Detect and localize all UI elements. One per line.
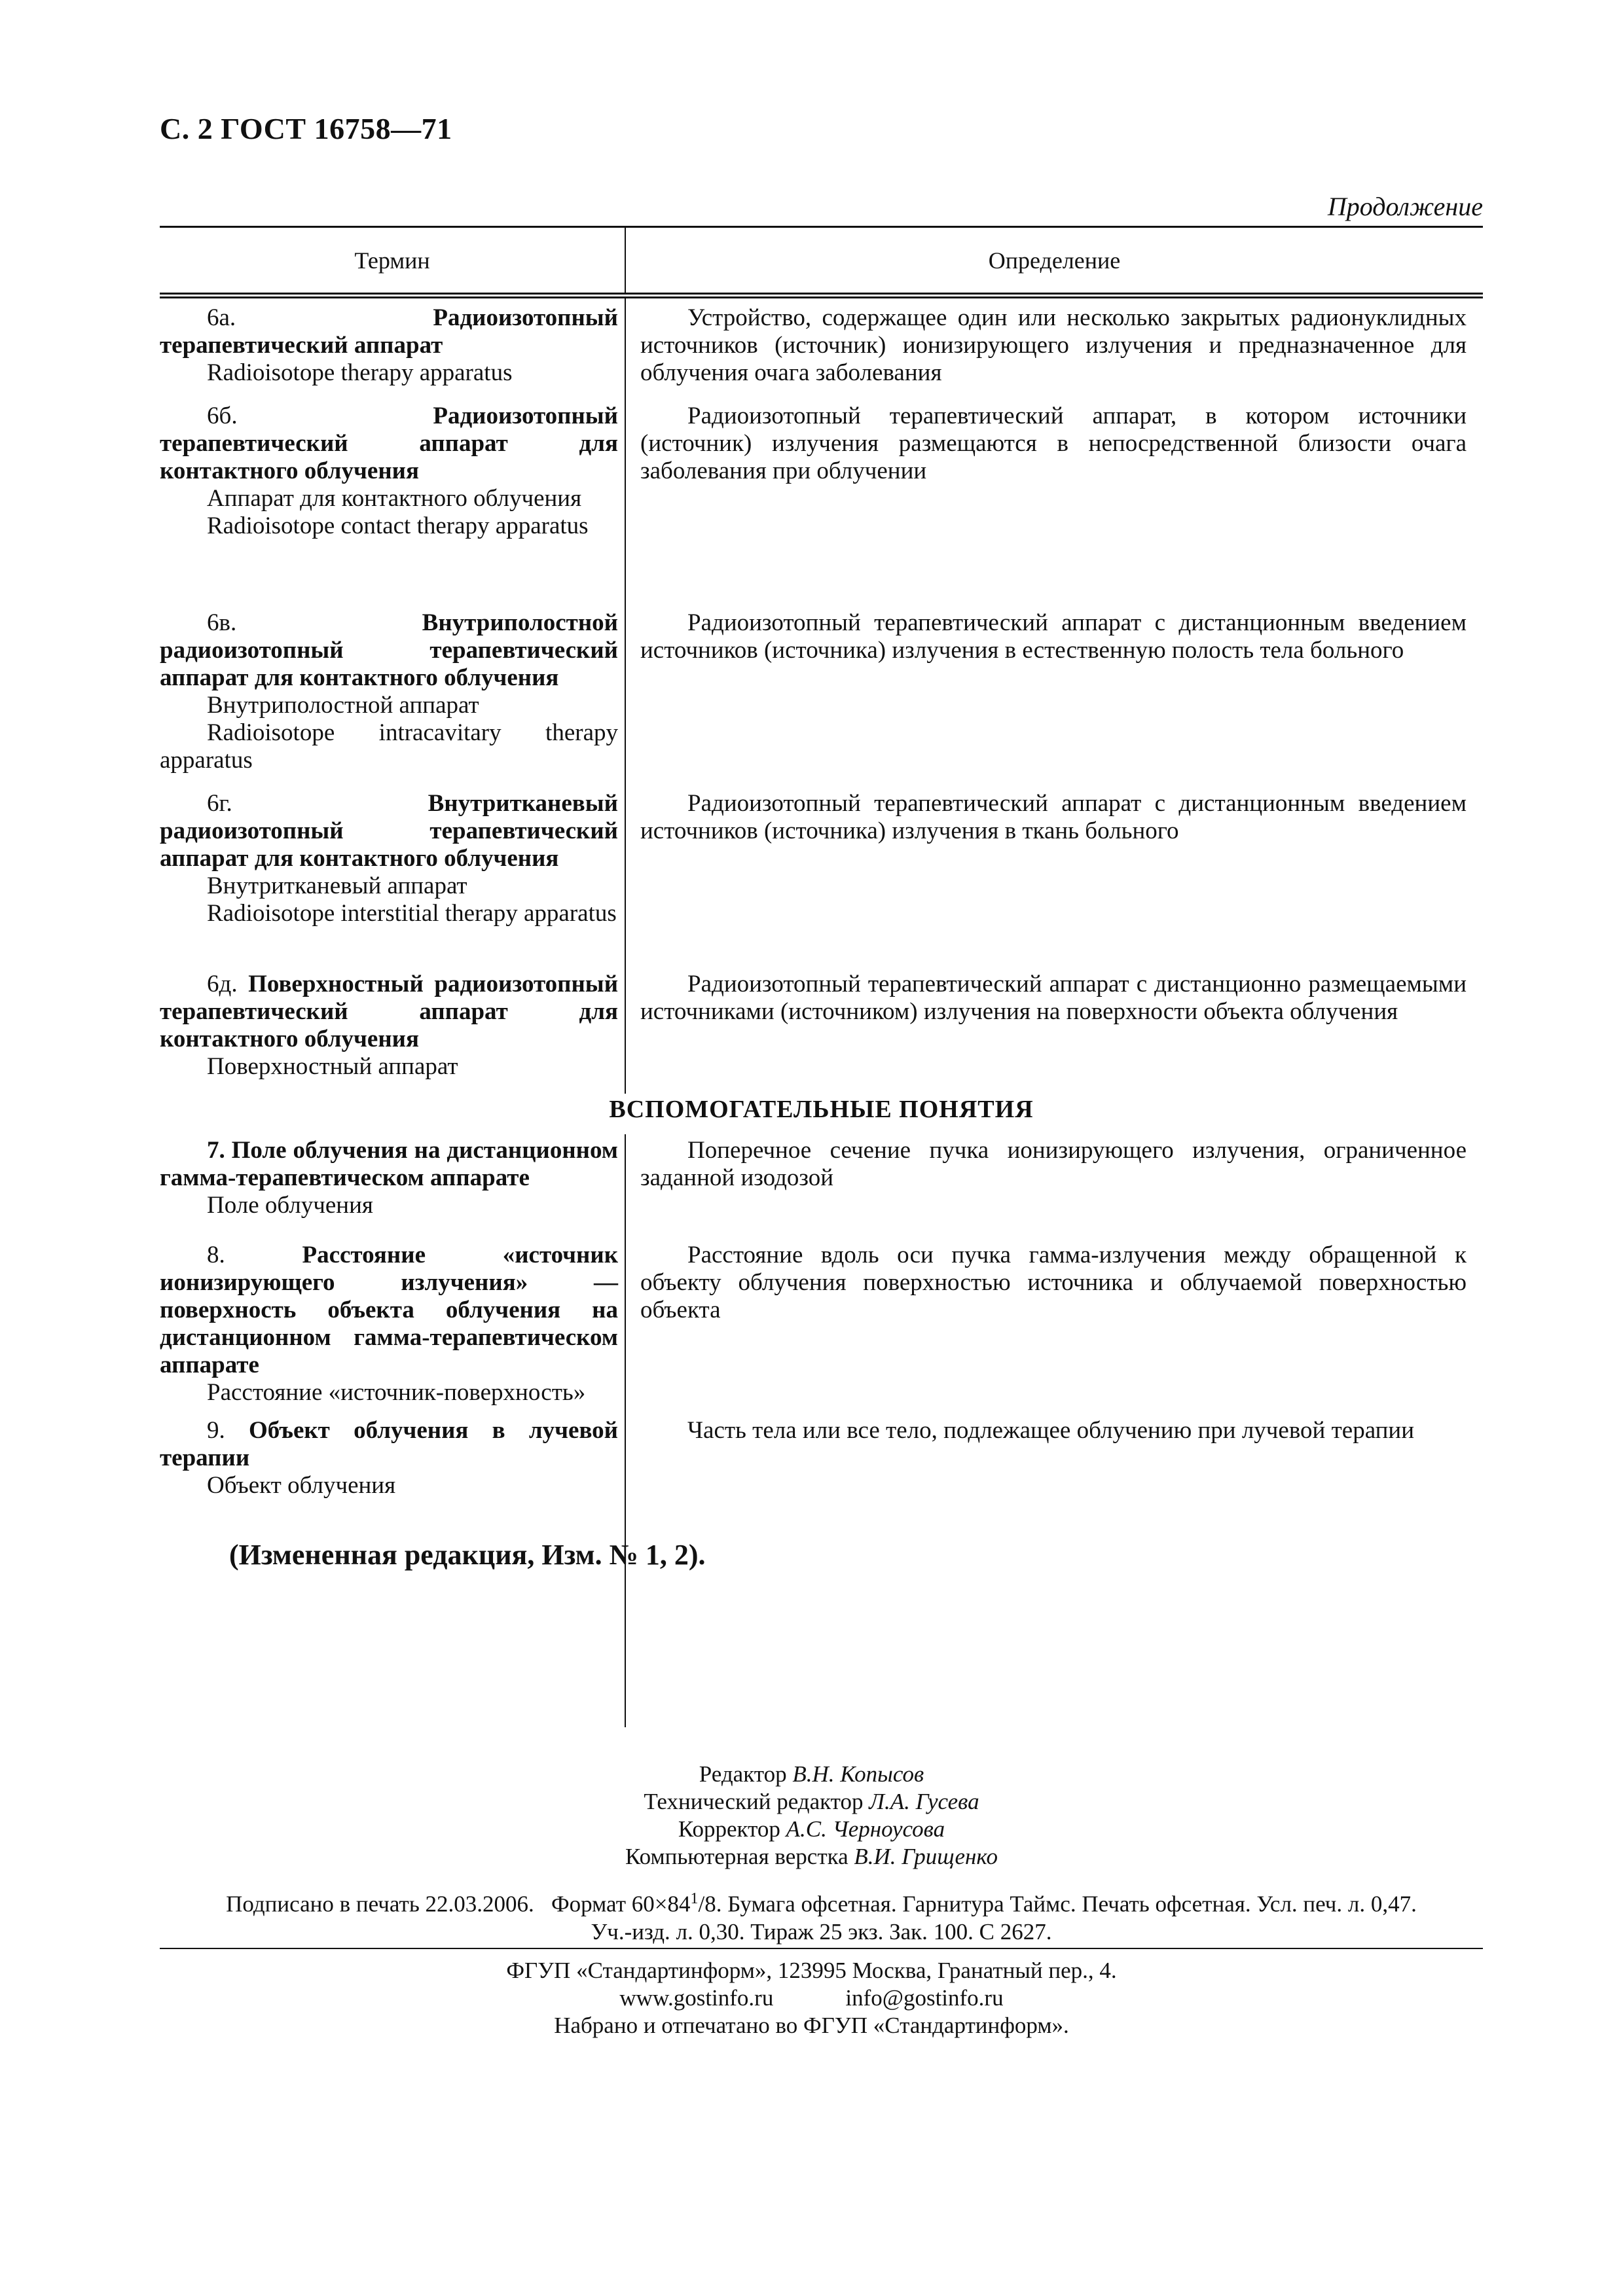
publisher-address: ФГУП «Стандартинформ», 123995 Москва, Гранатный пер., 4. — [506, 1958, 1117, 1983]
term-synonym: Аппарат для контактного облучения — [207, 485, 582, 512]
publisher-block — [0, 1957, 1623, 2039]
definition-cell: Радиоизотопный терапевтический аппарат с дистанционным введением источников (источника) излучения в ткань больного — [640, 790, 1467, 844]
publisher-email[interactable]: info@gostinfo.ru — [845, 1985, 1004, 2011]
page-header: С. 2 ГОСТ 16758—71 — [160, 112, 452, 145]
term-name: Внутриполостной радиоизотопный терапевтический аппарат для контактного облучения — [160, 609, 618, 691]
term-synonym: Radioisotope therapy apparatus — [207, 359, 513, 386]
term-name: Поверхностный радиоизотопный терапевтический аппарат для контактного облучения — [160, 971, 619, 1052]
imprint-block — [160, 1885, 1483, 1946]
term-cell — [160, 1137, 618, 1219]
definition-cell: Радиоизотопный терапевтический аппарат с дистанционным введением источников (источника) излучения в естественную полость тела больного — [640, 609, 1467, 664]
term-synonym: Поле облучения — [207, 1192, 373, 1219]
term-cell — [160, 304, 618, 387]
term-synonym: Radioisotope intracavitary therapy apparatus — [160, 719, 618, 774]
term-cell — [160, 1417, 618, 1499]
definition-cell: Поперечное сечение пучка ионизирующего излучения, ограниченное заданной изодозой — [640, 1137, 1467, 1191]
term-synonym: Расстояние «источник-поверхность» — [207, 1379, 586, 1406]
term-cell — [160, 790, 618, 927]
term-synonym: Объект облучения — [207, 1472, 396, 1499]
credit-tech-editor: Технический редактор Л.А. Гусева — [644, 1789, 979, 1814]
definition-cell: Часть тела или все тело, подлежащее облучению при лучевой терапии — [687, 1417, 1415, 1444]
continuation-label: Продолжение — [1327, 192, 1483, 221]
term-synonym: Поверхностный аппарат — [207, 1053, 458, 1080]
term-name: Объект облучения в лучевой терапии — [160, 1417, 619, 1471]
term-synonym: Внутритканевый аппарат — [207, 872, 467, 899]
revision-note: (Измененная редакция, Изм. № 1, 2). — [229, 1539, 706, 1571]
term-number: 6б. — [207, 403, 238, 429]
column-header-definition: Определение — [988, 247, 1121, 274]
definition-cell: Радиоизотопный терапевтический аппарат, в котором источники (источник) излучения размещаются в непосредственной близости очага заболевания при облучении — [640, 403, 1467, 484]
term-synonym: Radioisotope contact therapy apparatus — [207, 512, 589, 539]
section-title: ВСПОМОГАТЕЛЬНЫЕ ПОНЯТИЯ — [609, 1096, 1034, 1123]
definition-cell: Устройство, содержащее один или несколько закрытых радионуклидных источников (источник) ионизирующего излучения и предназначенное для облучения очага заболевания — [640, 304, 1467, 386]
term-name: Поле облучения на дистанционном гамма-терапевтическом аппарате — [160, 1137, 618, 1191]
footer-rule — [160, 1948, 1483, 1949]
definition-cell: Расстояние вдоль оси пучка гамма-излучения между обращенной к объекту облучения поверхностью источника и облучаемой поверхностью объекта — [640, 1242, 1467, 1323]
term-name: Радиоизотопный терапевтический аппарат — [160, 304, 618, 359]
term-name: Внутритканевый радиоизотопный терапевтический аппарат для контактного облучения — [160, 790, 618, 872]
publisher-contacts — [0, 1984, 1623, 2012]
table-header-rule — [160, 293, 1483, 298]
credits-block — [0, 1761, 1623, 1871]
credit-corrector: Корректор А.С. Черноусова — [678, 1816, 945, 1842]
term-cell — [160, 1242, 618, 1407]
term-number: 7. — [207, 1137, 225, 1164]
publisher-printed: Набрано и отпечатано во ФГУП «Стандартинформ». — [554, 2013, 1069, 2038]
term-number: 8. — [207, 1242, 225, 1268]
term-cell — [160, 971, 618, 1081]
imprint-line-1: Подписано в печать 22.03.2006. Формат $60\times 84^1/8$. Бумага офсетная. Гарнитура Таймс. Печать офсетная. Усл. печ. л. 0,47. — [226, 1890, 1417, 1917]
imprint-line-2: Уч.-изд. л. 0,30. Тираж 25 экз. Зак. 100. С 2627. — [591, 1918, 1052, 1945]
publisher-website[interactable]: www.gostinfo.ru — [619, 1985, 774, 2011]
term-synonym: Внутриполостной аппарат — [207, 692, 479, 719]
term-number: 6а. — [207, 304, 236, 331]
term-number: 6в. — [207, 609, 237, 636]
term-cell — [160, 609, 618, 774]
credit-layout: Компьютерная верстка В.И. Грищенко — [625, 1844, 998, 1869]
column-header-term: Термин — [354, 247, 430, 274]
term-synonym: Radioisotope interstitial therapy apparatus — [207, 900, 617, 927]
definition-cell: Радиоизотопный терапевтический аппарат с дистанционно размещаемыми источниками (источником) излучения на поверхности объекта облучения — [640, 971, 1467, 1025]
column-divider — [625, 1134, 626, 1727]
table-header-row — [160, 228, 1483, 293]
term-number: 6д. — [207, 971, 238, 997]
term-name: Расстояние «источник ионизирующего излучения» — поверхность объекта облучения на дистанционном гамма-терапевтическом аппарате — [160, 1242, 619, 1378]
column-divider — [625, 296, 626, 1094]
column-divider — [625, 228, 626, 295]
term-number: 6г. — [207, 790, 232, 817]
term-cell — [160, 403, 618, 540]
credit-editor: Редактор В.Н. Копысов — [699, 1761, 924, 1787]
term-number: 9. — [207, 1417, 225, 1444]
term-name: Радиоизотопный терапевтический аппарат для контактного облучения — [160, 403, 618, 484]
